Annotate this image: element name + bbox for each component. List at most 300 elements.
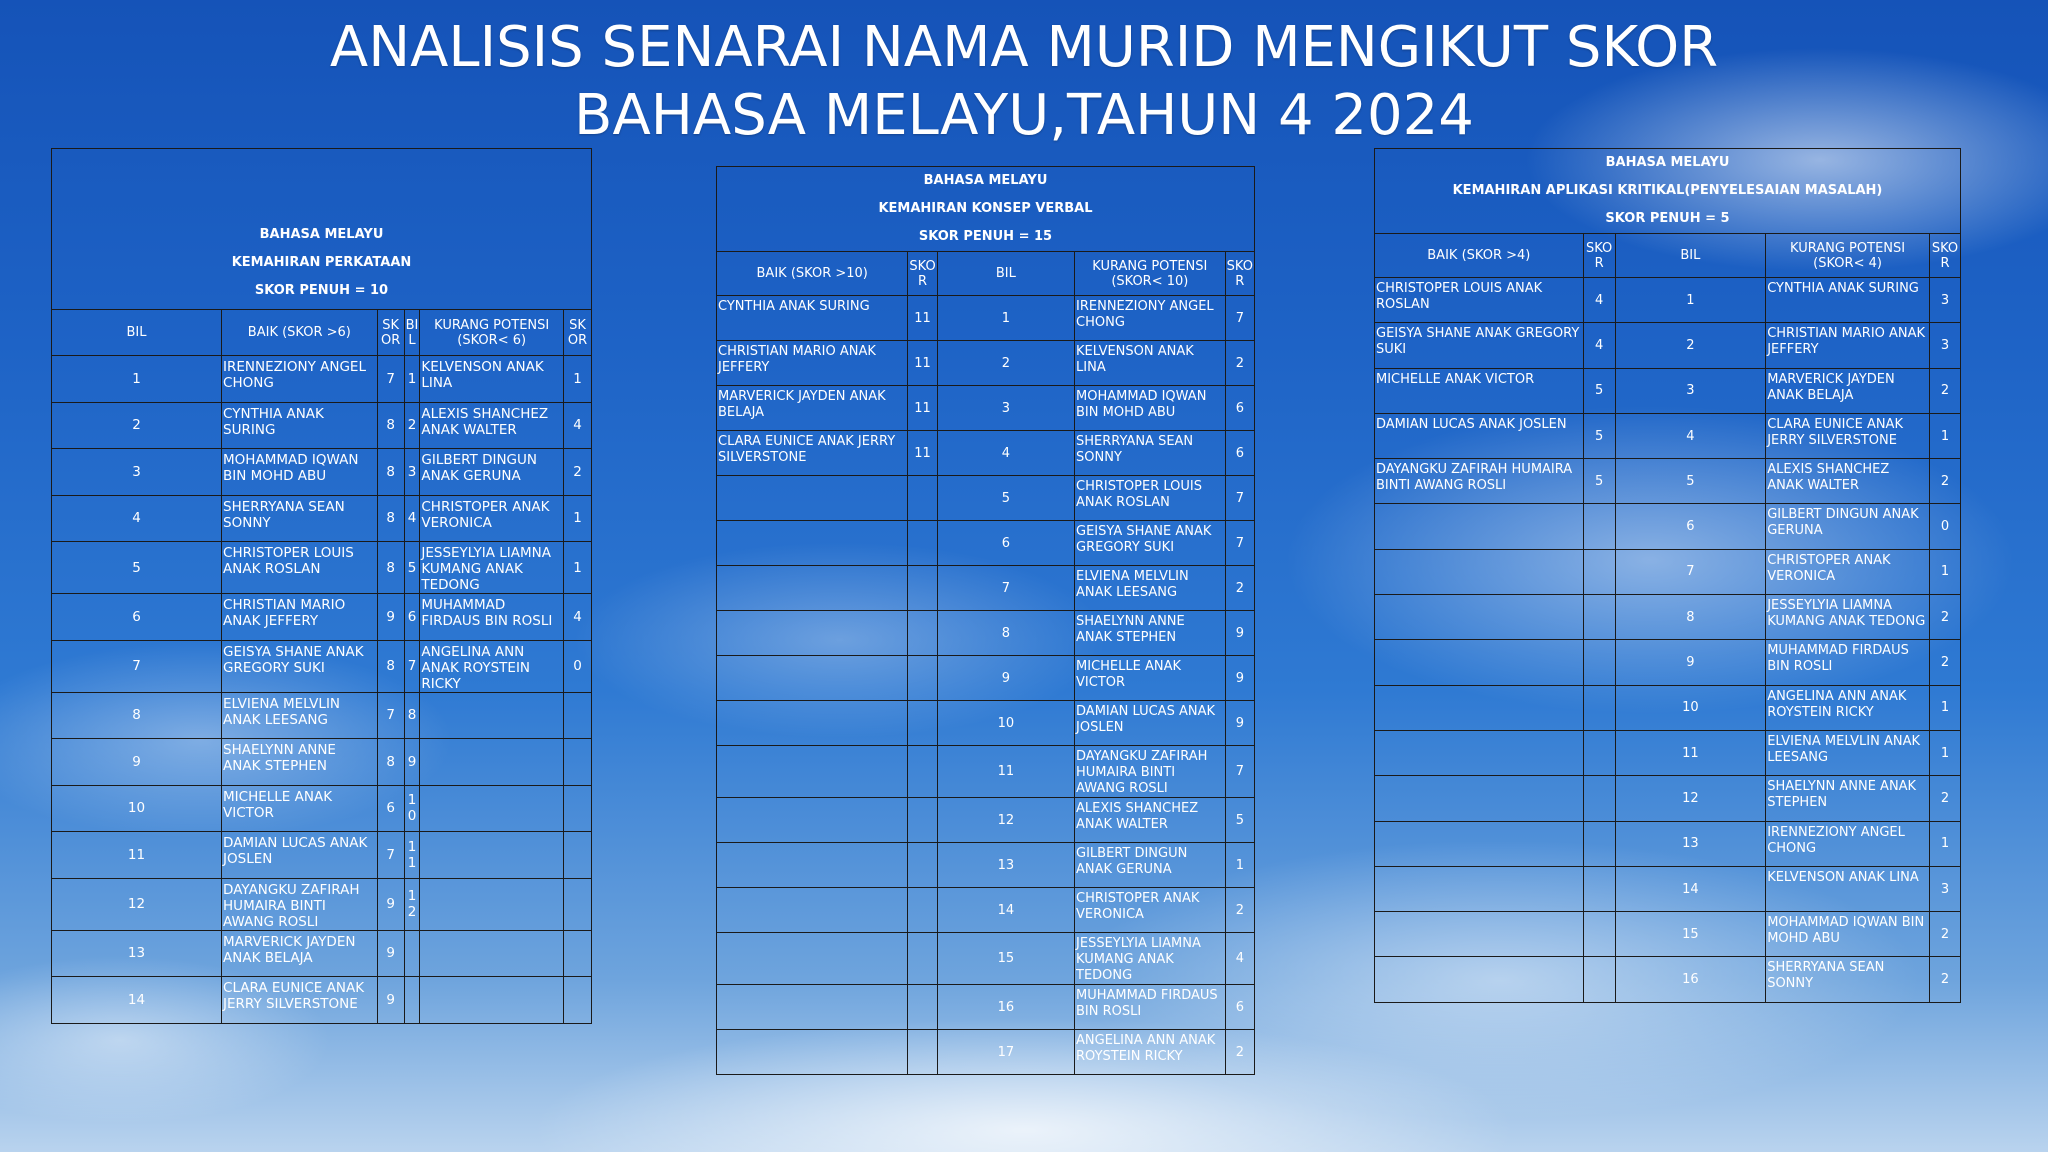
student-name-kurang-potensi: MARVERICK JAYDEN ANAK BELAJA	[1766, 368, 1930, 413]
table-row	[717, 341, 1255, 386]
score-baik	[908, 1030, 937, 1075]
row-number: 4	[937, 431, 1074, 476]
header-skill: KEMAHIRAN APLIKASI KRITIKAL(PENYELESAIAN MASALAH)	[1452, 183, 1883, 198]
score-baik: 9	[377, 977, 404, 1024]
score-baik: 8	[377, 449, 404, 496]
table-kemahiran-perkataan	[51, 148, 592, 1024]
score-baik: 4	[1583, 323, 1615, 368]
row-number: 4	[1615, 413, 1766, 458]
row-number-2: 1 2	[404, 878, 420, 930]
row-number: 1	[1615, 278, 1766, 323]
score-baik: 11	[908, 431, 937, 476]
score-baik: 8	[377, 495, 404, 542]
row-number: 2	[937, 341, 1074, 386]
student-name-kurang-potensi: GILBERT DINGUN ANAK GERUNA	[420, 449, 564, 496]
student-name-kurang-potensi: JESSEYLYIA LIAMNA KUMANG ANAK TEDONG	[1766, 595, 1930, 640]
score-kurang-potensi: 1	[564, 542, 592, 594]
student-name-kurang-potensi: ANGELINA ANN ANAK ROYSTEIN RICKY	[1766, 685, 1930, 730]
student-name-baik: DAYANGKU ZAFIRAH HUMAIRA BINTI AWANG ROSLI	[1375, 459, 1584, 504]
header-full-score: SKOR PENUH = 5	[1605, 211, 1730, 226]
table-row	[1375, 640, 1961, 685]
score-kurang-potensi: 3	[1929, 278, 1960, 323]
student-name-baik: CHRISTIAN MARIO ANAK JEFFERY	[222, 594, 378, 641]
column-header-kurang-potensi: KURANG POTENSI (SKOR< 4)	[1766, 234, 1930, 278]
student-name-kurang-potensi: MOHAMMAD IQWAN BIN MOHD ABU	[1075, 386, 1226, 431]
table-row	[1375, 957, 1961, 1002]
student-name-kurang-potensi: IRENNEZIONY ANGEL CHONG	[1766, 821, 1930, 866]
row-number-2: 1	[404, 356, 420, 403]
row-number: 13	[52, 930, 222, 977]
student-name-baik: DAYANGKU ZAFIRAH HUMAIRA BINTI AWANG ROSLI	[222, 878, 378, 930]
student-name-baik	[1375, 685, 1584, 730]
table-row	[52, 785, 592, 832]
score-baik	[1583, 866, 1615, 911]
table-row	[717, 476, 1255, 521]
row-number: 5	[52, 542, 222, 594]
score-kurang-potensi: 1	[1929, 685, 1960, 730]
table-row	[717, 521, 1255, 566]
score-baik	[908, 476, 937, 521]
column-header-bil: BIL	[52, 310, 222, 356]
score-kurang-potensi: 6	[1225, 985, 1254, 1030]
score-kurang-potensi: 2	[1929, 776, 1960, 821]
row-number-2: 2	[404, 402, 420, 449]
student-name-baik: CHRISTOPER LOUIS ANAK ROSLAN	[222, 542, 378, 594]
student-name-baik: SHAELYNN ANNE ANAK STEPHEN	[222, 739, 378, 786]
table-row	[1375, 504, 1961, 549]
column-header-skor: SK OR	[377, 310, 404, 356]
student-name-kurang-potensi	[420, 878, 564, 930]
student-name-baik: ELVIENA MELVLIN ANAK LEESANG	[222, 692, 378, 739]
score-kurang-potensi: 2	[1225, 1030, 1254, 1075]
row-number: 10	[52, 785, 222, 832]
student-name-baik	[1375, 504, 1584, 549]
student-name-kurang-potensi: IRENNEZIONY ANGEL CHONG	[1075, 296, 1226, 341]
score-baik	[1583, 776, 1615, 821]
student-name-kurang-potensi: GILBERT DINGUN ANAK GERUNA	[1766, 504, 1930, 549]
row-number: 3	[937, 386, 1074, 431]
score-baik	[1583, 504, 1615, 549]
table-row	[52, 449, 592, 496]
score-kurang-potensi: 1	[564, 495, 592, 542]
table-body	[717, 296, 1255, 1075]
score-baik: 8	[377, 542, 404, 594]
score-kurang-potensi: 4	[564, 402, 592, 449]
score-baik	[908, 933, 937, 985]
student-name-kurang-potensi: SHERRYANA SEAN SONNY	[1075, 431, 1226, 476]
column-header-kurang-potensi: KURANG POTENSI (SKOR< 10)	[1075, 252, 1226, 296]
table-header	[717, 167, 1255, 252]
score-kurang-potensi	[564, 878, 592, 930]
score-baik: 8	[377, 640, 404, 692]
student-name-baik: GEISYA SHANE ANAK GREGORY SUKI	[1375, 323, 1584, 368]
score-kurang-potensi	[564, 785, 592, 832]
row-number-2	[404, 930, 420, 977]
student-name-kurang-potensi: KELVENSON ANAK LINA	[420, 356, 564, 403]
student-name-kurang-potensi	[420, 692, 564, 739]
row-number: 15	[1615, 912, 1766, 957]
table-row	[717, 798, 1255, 843]
student-name-kurang-potensi: GILBERT DINGUN ANAK GERUNA	[1075, 843, 1226, 888]
score-kurang-potensi: 4	[564, 594, 592, 641]
table-row	[1375, 685, 1961, 730]
student-name-kurang-potensi: CHRISTOPER ANAK VERONICA	[420, 495, 564, 542]
student-name-baik	[717, 1030, 908, 1075]
student-name-baik	[1375, 866, 1584, 911]
score-kurang-potensi: 7	[1225, 746, 1254, 798]
slide-title-line-1: ANALISIS SENARAI NAMA MURID MENGIKUT SKOR	[329, 15, 1719, 80]
score-baik: 5	[1583, 368, 1615, 413]
table-row	[52, 640, 592, 692]
row-number: 10	[937, 701, 1074, 746]
student-name-baik	[1375, 595, 1584, 640]
column-header-bil: BIL	[937, 252, 1074, 296]
score-baik: 9	[377, 930, 404, 977]
score-kurang-potensi: 2	[564, 449, 592, 496]
table-row	[1375, 821, 1961, 866]
student-name-kurang-potensi: CYNTHIA ANAK SURING	[1766, 278, 1930, 323]
student-name-kurang-potensi: ELVIENA MELVLIN ANAK LEESANG	[1075, 566, 1226, 611]
table-row	[717, 985, 1255, 1030]
score-kurang-potensi: 2	[1929, 368, 1960, 413]
row-number: 12	[1615, 776, 1766, 821]
score-baik	[908, 985, 937, 1030]
score-kurang-potensi: 7	[1225, 521, 1254, 566]
header-full-score: SKOR PENUH = 15	[918, 229, 1053, 244]
student-name-kurang-potensi: JESSEYLYIA LIAMNA KUMANG ANAK TEDONG	[420, 542, 564, 594]
column-header-kurang-potensi: KURANG POTENSI (SKOR< 6)	[420, 310, 564, 356]
score-kurang-potensi: 2	[1225, 888, 1254, 933]
student-name-kurang-potensi: ELVIENA MELVLIN ANAK LEESANG	[1766, 730, 1930, 775]
score-kurang-potensi: 3	[1929, 323, 1960, 368]
score-baik: 5	[1583, 413, 1615, 458]
score-baik	[1583, 912, 1615, 957]
student-name-kurang-potensi: CLARA EUNICE ANAK JERRY SILVERSTONE	[1766, 413, 1930, 458]
student-name-baik: MICHELLE ANAK VICTOR	[222, 785, 378, 832]
student-name-kurang-potensi: CHRISTOPER ANAK VERONICA	[1075, 888, 1226, 933]
row-number: 13	[1615, 821, 1766, 866]
student-name-kurang-potensi	[420, 977, 564, 1024]
student-name-baik: IRENNEZIONY ANGEL CHONG	[222, 356, 378, 403]
score-kurang-potensi: 2	[1929, 459, 1960, 504]
score-baik	[908, 611, 937, 656]
score-baik: 8	[377, 739, 404, 786]
table-row	[1375, 866, 1961, 911]
row-number-2: 5	[404, 542, 420, 594]
student-name-baik	[1375, 730, 1584, 775]
row-number: 7	[52, 640, 222, 692]
row-number: 2	[1615, 323, 1766, 368]
student-name-kurang-potensi: CHRISTIAN MARIO ANAK JEFFERY	[1766, 323, 1930, 368]
student-name-kurang-potensi: MUHAMMAD FIRDAUS BIN ROSLI	[420, 594, 564, 641]
student-name-kurang-potensi: GEISYA SHANE ANAK GREGORY SUKI	[1075, 521, 1226, 566]
row-number: 7	[937, 566, 1074, 611]
score-kurang-potensi: 4	[1225, 933, 1254, 985]
score-baik: 11	[908, 296, 937, 341]
row-number: 1	[937, 296, 1074, 341]
row-number: 11	[937, 746, 1074, 798]
header-subject: BAHASA MELAYU	[259, 227, 384, 242]
row-number-2: 3	[404, 449, 420, 496]
row-number: 8	[52, 692, 222, 739]
row-number: 16	[1615, 957, 1766, 1002]
student-name-kurang-potensi: KELVENSON ANAK LINA	[1766, 866, 1930, 911]
student-name-baik	[717, 476, 908, 521]
row-number: 9	[1615, 640, 1766, 685]
row-number: 6	[52, 594, 222, 641]
student-name-baik: CHRISTIAN MARIO ANAK JEFFERY	[717, 341, 908, 386]
score-baik	[908, 521, 937, 566]
score-kurang-potensi	[564, 977, 592, 1024]
table-row	[717, 566, 1255, 611]
student-name-baik	[717, 843, 908, 888]
score-kurang-potensi	[564, 930, 592, 977]
score-kurang-potensi: 1	[1225, 843, 1254, 888]
student-name-kurang-potensi: JESSEYLYIA LIAMNA KUMANG ANAK TEDONG	[1075, 933, 1226, 985]
table-kemahiran-konsep-verbal	[716, 166, 1255, 1075]
table-row	[717, 611, 1255, 656]
student-name-kurang-potensi	[420, 785, 564, 832]
score-kurang-potensi: 9	[1225, 611, 1254, 656]
score-kurang-potensi: 3	[1929, 866, 1960, 911]
row-number: 8	[937, 611, 1074, 656]
column-header-baik: BAIK (SKOR >10)	[717, 252, 908, 296]
row-number: 17	[937, 1030, 1074, 1075]
table-header	[1375, 149, 1961, 234]
student-name-baik	[717, 521, 908, 566]
score-kurang-potensi: 2	[1225, 341, 1254, 386]
row-number: 11	[1615, 730, 1766, 775]
row-number: 16	[937, 985, 1074, 1030]
score-baik	[908, 701, 937, 746]
student-name-baik	[1375, 776, 1584, 821]
table-header	[52, 149, 592, 310]
student-name-baik	[1375, 549, 1584, 594]
column-header-bil: BI L	[404, 310, 420, 356]
student-name-baik: CLARA EUNICE ANAK JERRY SILVERSTONE	[717, 431, 908, 476]
table-row	[717, 701, 1255, 746]
score-baik	[908, 656, 937, 701]
row-number: 4	[52, 495, 222, 542]
student-name-kurang-potensi: KELVENSON ANAK LINA	[1075, 341, 1226, 386]
table-row	[1375, 459, 1961, 504]
row-number: 3	[1615, 368, 1766, 413]
row-number-2: 4	[404, 495, 420, 542]
table-row	[1375, 413, 1961, 458]
header-skill: KEMAHIRAN KONSEP VERBAL	[878, 201, 1093, 216]
student-name-kurang-potensi: ANGELINA ANN ANAK ROYSTEIN RICKY	[420, 640, 564, 692]
table-row	[1375, 595, 1961, 640]
row-number: 10	[1615, 685, 1766, 730]
row-number: 11	[52, 832, 222, 879]
score-baik	[908, 746, 937, 798]
score-baik: 5	[1583, 459, 1615, 504]
student-name-baik	[717, 888, 908, 933]
score-baik	[1583, 549, 1615, 594]
table-row	[1375, 278, 1961, 323]
student-name-baik: GEISYA SHANE ANAK GREGORY SUKI	[222, 640, 378, 692]
student-name-baik: SHERRYANA SEAN SONNY	[222, 495, 378, 542]
row-number: 9	[52, 739, 222, 786]
student-name-baik: CLARA EUNICE ANAK JERRY SILVERSTONE	[222, 977, 378, 1024]
table-row	[717, 843, 1255, 888]
table-row	[1375, 549, 1961, 594]
score-kurang-potensi: 1	[1929, 821, 1960, 866]
score-baik: 7	[377, 356, 404, 403]
score-baik	[1583, 685, 1615, 730]
student-name-baik	[717, 933, 908, 985]
row-number: 5	[937, 476, 1074, 521]
row-number: 6	[1615, 504, 1766, 549]
score-baik	[908, 888, 937, 933]
row-number: 5	[1615, 459, 1766, 504]
student-name-baik	[717, 798, 908, 843]
student-name-baik	[1375, 640, 1584, 685]
score-kurang-potensi: 1	[564, 356, 592, 403]
table-row	[52, 739, 592, 786]
header-subject: BAHASA MELAYU	[923, 173, 1048, 188]
student-name-baik: DAMIAN LUCAS ANAK JOSLEN	[1375, 413, 1584, 458]
student-name-kurang-potensi: ANGELINA ANN ANAK ROYSTEIN RICKY	[1075, 1030, 1226, 1075]
score-kurang-potensi: 6	[1225, 431, 1254, 476]
student-name-baik: CYNTHIA ANAK SURING	[222, 402, 378, 449]
score-baik: 8	[377, 402, 404, 449]
row-number: 14	[52, 977, 222, 1024]
score-kurang-potensi: 0	[1929, 504, 1960, 549]
student-name-kurang-potensi: MOHAMMAD IQWAN BIN MOHD ABU	[1766, 912, 1930, 957]
table-row	[717, 431, 1255, 476]
student-name-kurang-potensi: ALEXIS SHANCHEZ ANAK WALTER	[420, 402, 564, 449]
column-header-skor: SK OR	[564, 310, 592, 356]
row-number-2: 1 0	[404, 785, 420, 832]
student-name-baik: DAMIAN LUCAS ANAK JOSLEN	[222, 832, 378, 879]
student-name-baik	[717, 566, 908, 611]
row-number-2: 9	[404, 739, 420, 786]
table-row	[52, 402, 592, 449]
column-header-bil: BIL	[1615, 234, 1766, 278]
student-name-kurang-potensi	[420, 832, 564, 879]
student-name-kurang-potensi: SHAELYNN ANNE ANAK STEPHEN	[1766, 776, 1930, 821]
table-row	[52, 930, 592, 977]
student-name-baik: MARVERICK JAYDEN ANAK BELAJA	[222, 930, 378, 977]
student-name-baik	[717, 611, 908, 656]
student-name-baik: MARVERICK JAYDEN ANAK BELAJA	[717, 386, 908, 431]
score-kurang-potensi: 9	[1225, 656, 1254, 701]
student-name-kurang-potensi: SHERRYANA SEAN SONNY	[1766, 957, 1930, 1002]
column-header-baik: BAIK (SKOR >4)	[1375, 234, 1584, 278]
student-name-kurang-potensi: MUHAMMAD FIRDAUS BIN ROSLI	[1075, 985, 1226, 1030]
score-baik: 11	[908, 386, 937, 431]
row-number: 2	[52, 402, 222, 449]
header-full-score: SKOR PENUH = 10	[254, 283, 389, 298]
column-header-skor: SKO R	[908, 252, 937, 296]
student-name-baik: CYNTHIA ANAK SURING	[717, 296, 908, 341]
student-name-baik: MOHAMMAD IQWAN BIN MOHD ABU	[222, 449, 378, 496]
score-kurang-potensi: 2	[1929, 595, 1960, 640]
score-baik	[1583, 957, 1615, 1002]
row-number: 12	[937, 798, 1074, 843]
score-kurang-potensi: 2	[1225, 566, 1254, 611]
score-kurang-potensi: 2	[1929, 640, 1960, 685]
column-header-skor: SKO R	[1225, 252, 1254, 296]
header-skill: KEMAHIRAN PERKATAAN	[231, 255, 412, 270]
student-name-baik	[1375, 912, 1584, 957]
row-number: 3	[52, 449, 222, 496]
score-baik: 7	[377, 832, 404, 879]
score-baik: 9	[377, 878, 404, 930]
student-name-kurang-potensi: CHRISTOPER LOUIS ANAK ROSLAN	[1075, 476, 1226, 521]
row-number-2	[404, 977, 420, 1024]
table-row	[52, 594, 592, 641]
student-name-kurang-potensi: CHRISTOPER ANAK VERONICA	[1766, 549, 1930, 594]
score-baik	[1583, 640, 1615, 685]
score-kurang-potensi: 2	[1929, 912, 1960, 957]
column-header-skor: SKO R	[1583, 234, 1615, 278]
score-kurang-potensi: 0	[564, 640, 592, 692]
score-baik	[1583, 821, 1615, 866]
table-row	[717, 386, 1255, 431]
student-name-baik	[717, 656, 908, 701]
table-row	[1375, 912, 1961, 957]
student-name-baik	[1375, 957, 1584, 1002]
row-number-2: 8	[404, 692, 420, 739]
table-row	[52, 542, 592, 594]
student-name-kurang-potensi: DAYANGKU ZAFIRAH HUMAIRA BINTI AWANG ROSLI	[1075, 746, 1226, 798]
row-number: 6	[937, 521, 1074, 566]
score-kurang-potensi: 1	[1929, 413, 1960, 458]
score-kurang-potensi: 6	[1225, 386, 1254, 431]
row-number: 7	[1615, 549, 1766, 594]
table-row	[52, 692, 592, 739]
student-name-kurang-potensi: ALEXIS SHANCHEZ ANAK WALTER	[1766, 459, 1930, 504]
table-row	[717, 888, 1255, 933]
score-baik: 6	[377, 785, 404, 832]
row-number-2: 1 1	[404, 832, 420, 879]
student-name-baik: MICHELLE ANAK VICTOR	[1375, 368, 1584, 413]
student-name-baik: CHRISTOPER LOUIS ANAK ROSLAN	[1375, 278, 1584, 323]
score-kurang-potensi: 1	[1929, 549, 1960, 594]
header-subject: BAHASA MELAYU	[1605, 155, 1730, 170]
table-row	[1375, 368, 1961, 413]
score-kurang-potensi: 9	[1225, 701, 1254, 746]
row-number: 1	[52, 356, 222, 403]
score-baik	[908, 798, 937, 843]
table-row	[717, 933, 1255, 985]
score-baik: 7	[377, 692, 404, 739]
row-number: 15	[937, 933, 1074, 985]
table-row	[52, 495, 592, 542]
score-kurang-potensi: 7	[1225, 296, 1254, 341]
student-name-kurang-potensi: SHAELYNN ANNE ANAK STEPHEN	[1075, 611, 1226, 656]
row-number: 9	[937, 656, 1074, 701]
slide-title	[0, 14, 2048, 150]
score-kurang-potensi: 1	[1929, 730, 1960, 775]
table-row	[1375, 776, 1961, 821]
student-name-kurang-potensi: MUHAMMAD FIRDAUS BIN ROSLI	[1766, 640, 1930, 685]
score-baik	[908, 566, 937, 611]
table-row	[52, 356, 592, 403]
table-body	[1375, 278, 1961, 1003]
score-kurang-potensi: 7	[1225, 476, 1254, 521]
score-kurang-potensi: 5	[1225, 798, 1254, 843]
score-kurang-potensi	[564, 692, 592, 739]
slide-title-line-2: BAHASA MELAYU,TAHUN 4 2024	[574, 83, 1474, 148]
column-header-baik: BAIK (SKOR >6)	[222, 310, 378, 356]
student-name-baik	[1375, 821, 1584, 866]
table-row	[52, 977, 592, 1024]
score-baik	[1583, 730, 1615, 775]
score-baik: 11	[908, 341, 937, 386]
